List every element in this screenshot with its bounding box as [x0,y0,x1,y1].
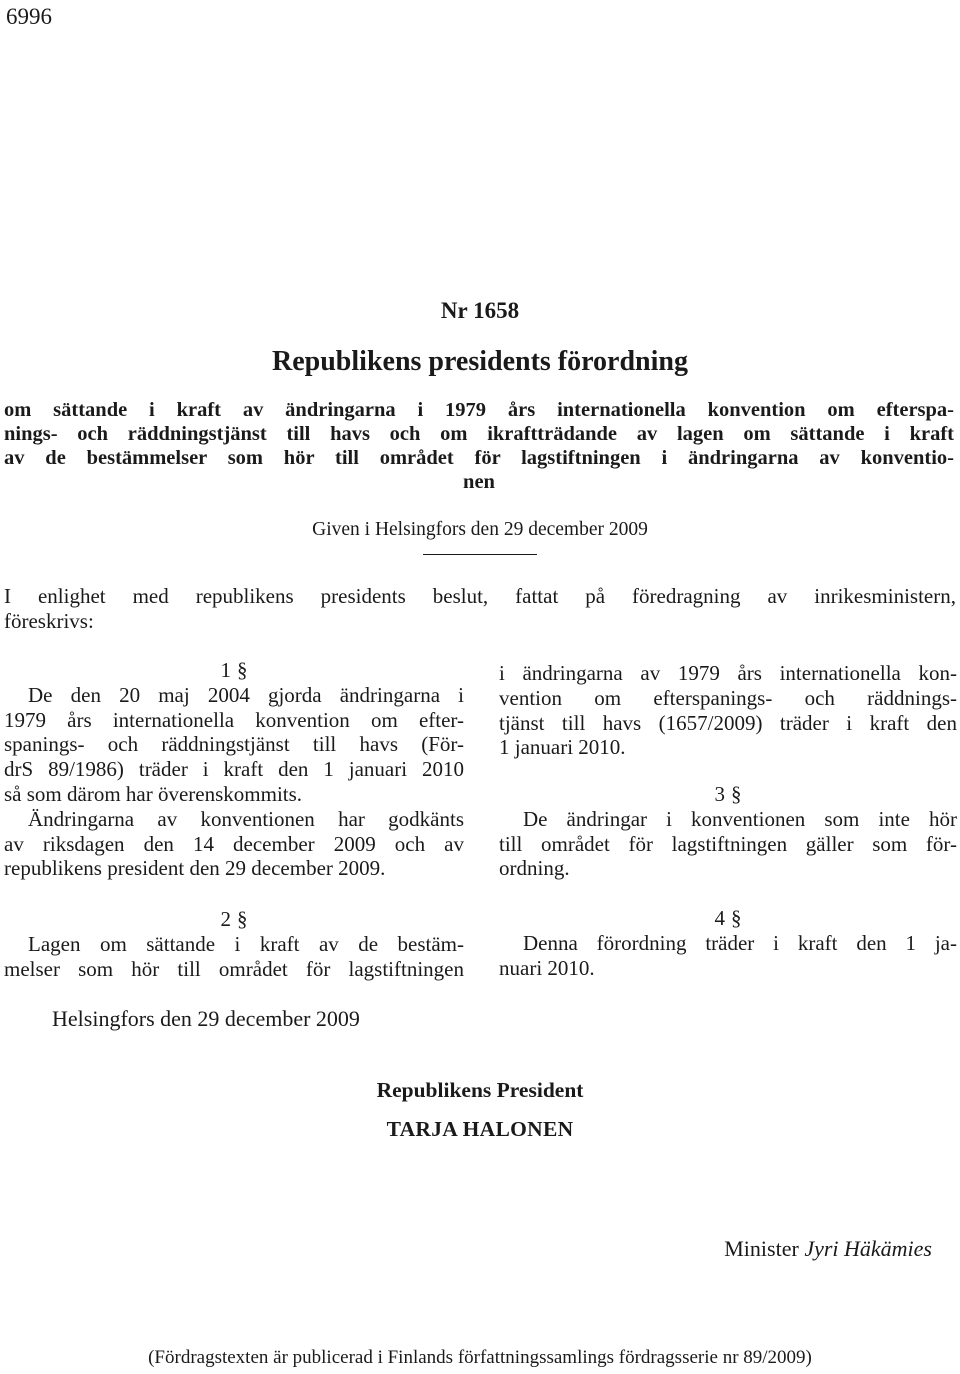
body-line: De ändringar i konventionen som inte hör [523,806,957,831]
section-number: 4 [714,906,725,930]
body-line: tjänst till havs (1657/2009) träder i kraft den [499,710,957,735]
subtitle-line: nings- och räddningstjänst till havs och om ikraftträdande av lagen om sättande i kraft [4,423,954,445]
section-symbol: § [731,906,742,930]
body-line: De den 20 maj 2004 gjorda ändringarna i [28,682,464,707]
section-4-heading [499,906,957,931]
minister-signature [724,1236,932,1262]
place-date: Helsingfors den 29 december 2009 [52,1006,360,1031]
body-line: vention om efterspanings- och räddnings- [499,685,957,710]
president-name: TARJA HALONEN [386,1117,574,1141]
preamble [4,584,956,634]
body-line: spanings- och räddningstjänst till havs (För- [4,732,464,757]
right-column-section-4 [499,906,957,980]
page-number: 6996 [6,4,52,29]
section-2-continuation [499,661,957,760]
body-line: ordning. [499,856,570,881]
section-3-body [499,807,957,881]
minister-name: Jyri Häkämies [804,1236,932,1261]
body-line: i ändringarna av 1979 års internationella kon- [499,661,957,685]
president-title: Republikens President [376,1078,584,1102]
minister-label: Minister [724,1236,799,1261]
body-line: 1979 års internationella konvention om efter- [4,707,464,732]
section-3-heading [499,782,957,807]
body-line: Lagen om sättande i kraft av de bestäm- [28,931,464,956]
body-line: melser som hör till området för lagstiftningen [4,956,464,981]
right-column-section-3 [499,782,957,881]
section-symbol: § [731,782,742,806]
section-2-body [4,932,464,982]
document-title: Republikens presidents förordning [272,346,688,377]
body-line: Ändringarna av konventionen har godkänts [28,806,464,831]
section-symbol: § [237,658,248,682]
body-line: till området för lagstiftningen gäller som för- [499,831,957,856]
separator-rule [423,554,537,555]
footnote: (Fördragstexten är publicerad i Finlands författningssamlings fördragsserie nr 89/2009) [148,1347,812,1368]
body-line: nuari 2010. [499,955,595,980]
section-number: 3 [714,782,725,806]
section-4-body [499,931,957,981]
statute-number: Nr 1658 [440,298,520,323]
body-line: drS 89/1986) träder i kraft den 1 januari 2010 [4,757,464,782]
section-symbol: § [237,907,248,931]
given-date: Given i Helsingfors den 29 december 2009 [312,519,648,540]
body-line: 1 januari 2010. [499,735,626,760]
section-1-heading [4,658,464,683]
document-subtitle [4,398,954,494]
preamble-line: I enlighet med republikens presidents beslut, fattat på föredragning av inrikesministern, [4,584,956,608]
section-1-body [4,683,464,881]
body-line: republikens president den 29 december 2009. [4,856,386,881]
left-column-section-2 [4,907,464,981]
body-line: Denna förordning träder i kraft den 1 ja- [523,930,957,955]
subtitle-line: nen [463,471,495,493]
section-number: 2 [220,907,231,931]
body-line: så som därom har överenskommits. [4,781,303,806]
right-column [499,661,957,760]
section-2-heading [4,907,464,932]
section-number: 1 [220,658,231,682]
left-column [4,658,464,881]
subtitle-line: av de bestämmelser som hör till området för lagstiftningen i ändringarna av konventio- [4,447,954,469]
body-line: av riksdagen den 14 december 2009 och av [4,831,464,856]
subtitle-line: om sättande i kraft av ändringarna i 1979 års internationella konvention om efterspa- [4,399,954,421]
preamble-line: föreskrivs: [4,609,94,633]
